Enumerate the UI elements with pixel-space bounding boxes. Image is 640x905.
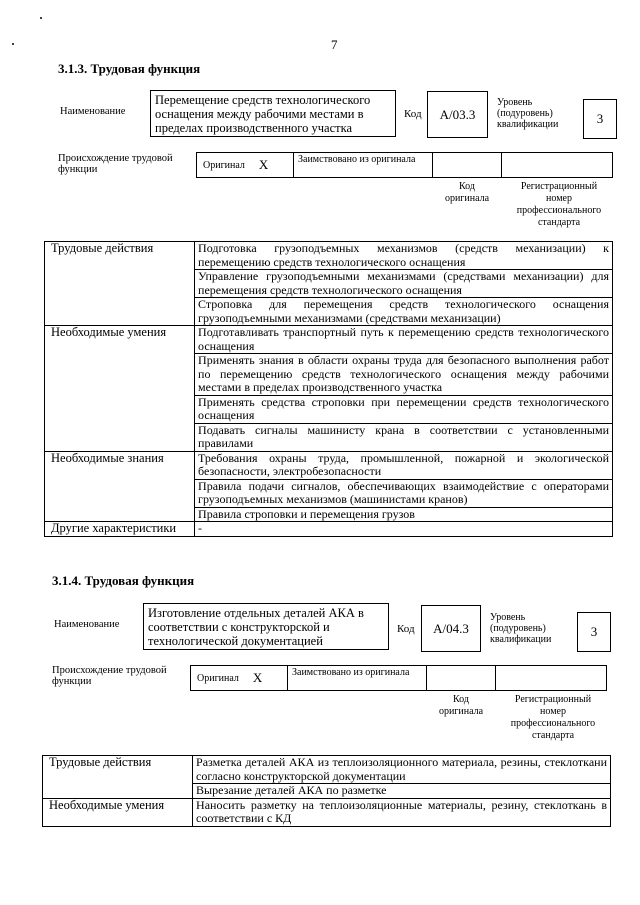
level-label: Уровень (подуровень) квалификации xyxy=(497,97,559,130)
table-cell: Подготовка грузоподъемных механизмов (средств механизации) к перемещению средств технологического оснащения xyxy=(195,242,613,270)
table-cell: Вырезание деталей АКА по разметке xyxy=(193,784,611,799)
orig-code-cell xyxy=(427,666,496,690)
scan-speck xyxy=(12,43,14,45)
page-number: 7 xyxy=(331,37,338,52)
table-cell: Управление грузоподъемными механизмами (средствами механизации) для перемещения средств технологического оснащения xyxy=(195,270,613,298)
reg-number-cell xyxy=(496,666,606,690)
code-value: A/03.3 xyxy=(427,91,488,138)
section-title: 3.1.3. Трудовая функция xyxy=(58,61,201,76)
origin-mark: X xyxy=(252,670,263,685)
origin-original-cell xyxy=(197,153,294,177)
table-cell: Подавать сигналы машинисту крана в соответствии с установленными правилами xyxy=(195,423,613,451)
functions-table xyxy=(44,241,613,537)
name-value: Перемещение средств технологического оснащения между рабочими местами в пределах производственного участка xyxy=(150,90,396,137)
orig-code-caption: Код оригинала xyxy=(438,694,484,717)
row-label: Необходимые умения xyxy=(43,798,193,826)
code-label: Код xyxy=(397,623,415,635)
name-value: Изготовление отдельных деталей АКА в соответствии с конструкторской и технологической документацией xyxy=(143,603,389,650)
table-cell: Правила подачи сигналов, обеспечивающих взаимодействие с операторами грузоподъемных механизмов (машинистами кранов) xyxy=(195,479,613,507)
table-cell: Наносить разметку на теплоизоляционные материалы, резину, стеклоткань в соответствии с КД xyxy=(193,798,611,826)
name-label: Наименование xyxy=(54,619,120,630)
reg-number-cell xyxy=(502,153,612,177)
section-title: 3.1.4. Трудовая функция xyxy=(52,573,195,588)
code-label: Код xyxy=(404,108,422,120)
table-cell: Применять средства строповки при перемещении средств технологического оснащения xyxy=(195,395,613,423)
orig-code-cell xyxy=(433,153,502,177)
table-cell: Требования охраны труда, промышленной, пожарной и экологической безопасности, электробезопасности xyxy=(195,451,613,479)
table-cell: Строповка для перемещения средств технологического оснащения грузоподъемными механизмами (средствами механизации) xyxy=(195,298,613,326)
orig-code-caption: Код оригинала xyxy=(444,181,490,204)
row-label: Необходимые умения xyxy=(45,326,195,452)
level-value: 3 xyxy=(583,99,617,139)
origin-label: Происхождение трудовой функции xyxy=(52,665,167,687)
origin-box xyxy=(196,152,613,178)
code-value: A/04.3 xyxy=(421,605,481,652)
level-value: 3 xyxy=(577,612,611,652)
table-cell: Подготавливать транспортный путь к перемещению средств технологического оснащения xyxy=(195,326,613,354)
table-cell: - xyxy=(195,522,613,537)
origin-label: Происхождение трудовой функции xyxy=(58,153,173,175)
reg-number-caption: Регистрационный номер профессионального стандарта xyxy=(510,694,596,741)
row-label: Необходимые знания xyxy=(45,451,195,522)
origin-original-cell xyxy=(191,666,288,690)
table-cell: Правила строповки и перемещения грузов xyxy=(195,507,613,522)
row-label: Другие характеристики xyxy=(45,522,195,537)
origin-box xyxy=(190,665,607,691)
origin-borrowed: Заимствовано из оригинала xyxy=(288,666,427,690)
origin-mark: X xyxy=(258,157,269,172)
origin-original: Оригинал xyxy=(197,672,239,684)
name-label: Наименование xyxy=(60,106,126,117)
level-label: Уровень (подуровень) квалификации xyxy=(490,612,552,645)
origin-original: Оригинал xyxy=(203,159,245,171)
origin-borrowed: Заимствовано из оригинала xyxy=(294,153,433,177)
table-cell: Применять знания в области охраны труда для безопасного выполнения работ по перемещению средств технологического оснащения между рабочими местами в пределах производственного участка xyxy=(195,354,613,396)
row-label: Трудовые действия xyxy=(45,242,195,326)
reg-number-caption: Регистрационный номер профессионального стандарта xyxy=(516,181,602,228)
scan-speck xyxy=(40,17,42,19)
table-cell: Разметка деталей АКА из теплоизоляционного материала, резины, стеклоткани согласно конструкторской документации xyxy=(193,756,611,784)
functions-table xyxy=(42,755,611,827)
row-label: Трудовые действия xyxy=(43,756,193,799)
